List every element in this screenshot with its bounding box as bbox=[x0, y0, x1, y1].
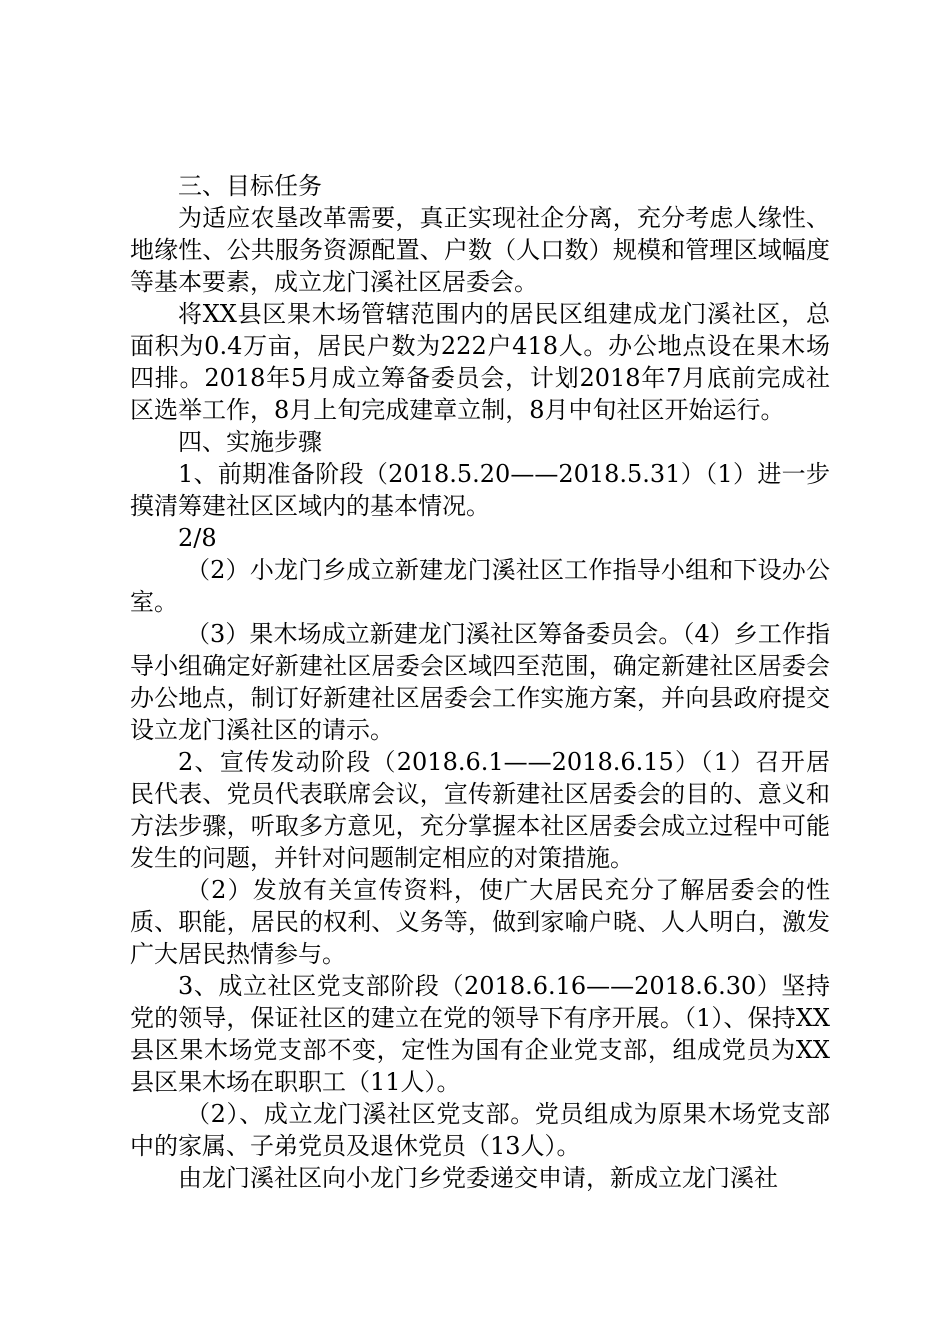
document-body bbox=[130, 170, 830, 1194]
paragraph-stage-2: 2、宣传发动阶段（2018.6.1——2018.6.15）（1）召开居民代表、党员代表联席会议，宣传新建社区居委会的目的、意义和方法步骤，听取多方意见，充分掌握本社区居委会成立过程中可能发生的问题，并针对问题制定相应的对策措施。 bbox=[130, 748, 830, 872]
paragraph-application: 由龙门溪社区向小龙门乡党委递交申请，新成立龙门溪社 bbox=[178, 1164, 778, 1192]
paragraph-stage-1: 1、前期准备阶段（2018.5.20——2018.5.31）（1）进一步摸清筹建社区区域内的基本情况。 bbox=[130, 460, 830, 520]
section-heading-4: 四、实施步骤 bbox=[178, 428, 322, 456]
paragraph-stage-3-item-2: （2）、成立龙门溪社区党支部。党员组成为原果木场党支部中的家属、子弟党员及退休党员（13人）。 bbox=[130, 1100, 830, 1160]
page-number: 2/8 bbox=[178, 524, 217, 552]
paragraph-community-scope: 将XX县区果木场管辖范围内的居民区组建成龙门溪社区，总面积为0.4万亩，居民户数为222户418人。办公地点设在果木场四排。2018年5月成立筹备委员会，计划2018年7月底前完成社区选举工作，8月上旬完成建章立制，8月中旬社区开始运行。 bbox=[130, 300, 830, 424]
paragraph-stage-3: 3、成立社区党支部阶段（2018.6.16——2018.6.30）坚持党的领导，保证社区的建立在党的领导下有序开展。（1）、保持XX县区果木场党支部不变，定性为国有企业党支部，组成党员为XX县区果木场在职职工（11人）。 bbox=[130, 972, 830, 1096]
paragraph-stage-2-item-2: （2）发放有关宣传资料，使广大居民充分了解居委会的性质、职能，居民的权利、义务等，做到家喻户晓、人人明白，激发广大居民热情参与。 bbox=[130, 876, 830, 968]
paragraph-goal: 为适应农垦改革需要，真正实现社企分离，充分考虑人缘性、地缘性、公共服务资源配置、户数（人口数）规模和管理区域幅度等基本要素，成立龙门溪社区居委会。 bbox=[130, 204, 830, 296]
paragraph-stage-1-item-3-4: （3）果木场成立新建龙门溪社区筹备委员会。（4）乡工作指导小组确定好新建社区居委会区域四至范围，确定新建社区居委会办公地点，制订好新建社区居委会工作实施方案，并向县政府提交设立龙门溪社区的请示。 bbox=[130, 620, 830, 744]
paragraph-stage-1-item-2: （2）小龙门乡成立新建龙门溪社区工作指导小组和下设办公室。 bbox=[130, 556, 830, 616]
section-heading-3: 三、目标任务 bbox=[178, 172, 322, 200]
